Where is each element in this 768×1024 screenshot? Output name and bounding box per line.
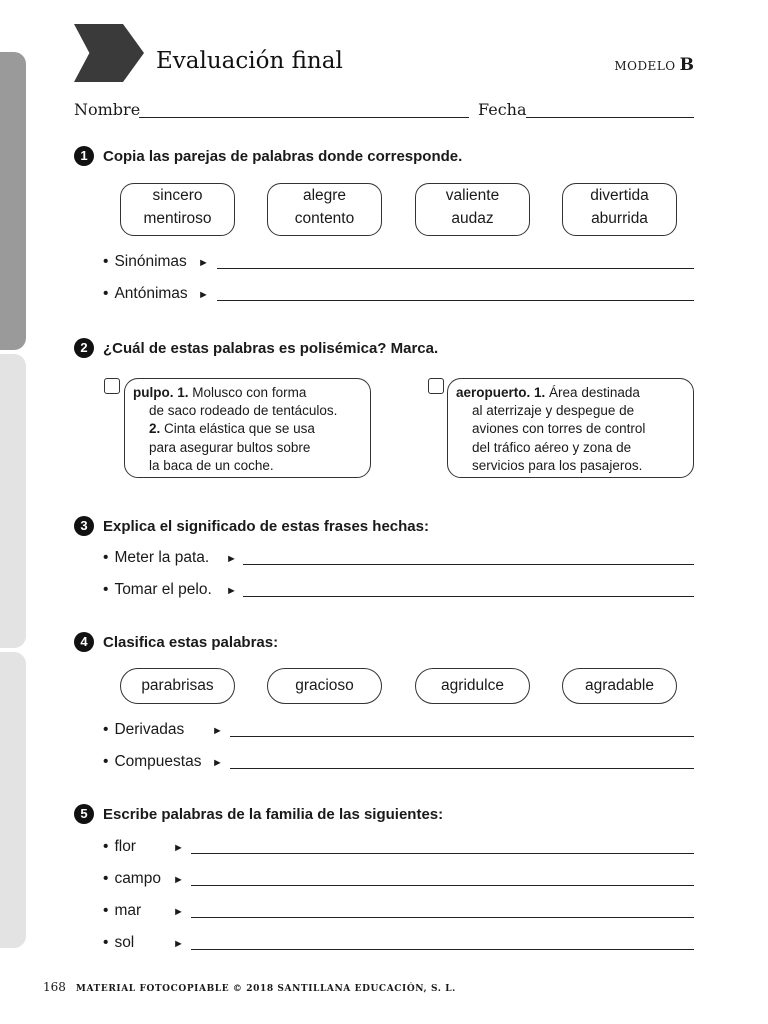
date-field[interactable] (526, 117, 694, 118)
answer-line[interactable] (191, 949, 694, 950)
word-pair-box (120, 183, 235, 236)
page-footer (43, 980, 456, 994)
word: audaz (451, 210, 494, 227)
question-text: Escribe palabras de la familia de las siguientes: (103, 806, 444, 823)
answer-line[interactable] (217, 268, 694, 269)
question-number: 2 (74, 338, 94, 358)
checkbox-aeropuerto[interactable] (428, 378, 444, 394)
answer-line[interactable] (217, 300, 694, 301)
arrow-icon: ► (173, 938, 184, 950)
question-number: 4 (74, 632, 94, 652)
answer-line[interactable] (230, 736, 694, 737)
arrow-icon: ► (212, 725, 223, 737)
question-text: Copia las parejas de palabras donde corresponde. (103, 148, 463, 165)
arrow-icon: ► (173, 842, 184, 854)
word: valiente (445, 187, 500, 204)
word-box: parabrisas (120, 668, 235, 704)
model-label: MODELO (614, 59, 676, 73)
side-tab-bottom (0, 652, 26, 948)
question-number: 3 (74, 516, 94, 536)
answer-row-label: • sol (103, 934, 135, 951)
word: alegre (302, 187, 347, 204)
word-pair-box (415, 183, 530, 236)
word-pair-box (562, 183, 677, 236)
answer-row-label: • Sinónimas (103, 253, 187, 270)
word: contento (294, 210, 355, 227)
arrow-icon: ► (212, 757, 223, 769)
word: divertida (590, 187, 649, 204)
side-tab-middle (0, 354, 26, 648)
name-field[interactable] (139, 117, 469, 118)
side-tab-top (0, 52, 26, 350)
arrow-icon: ► (173, 906, 184, 918)
arrow-icon: ► (226, 585, 237, 597)
question-number: 1 (74, 146, 94, 166)
answer-row-label: • Derivadas (103, 721, 185, 738)
definition-box-pulpo: pulpo. 1. Molusco con forma de saco rodeado de tentáculos. 2. Cinta elástica que se usa para asegurar bultos sobre la baca de un coche. (124, 378, 371, 478)
answer-row-label: • mar (103, 902, 142, 919)
word-box: gracioso (267, 668, 382, 704)
answer-row-label: • Meter la pata. (103, 549, 210, 566)
name-label: Nombre (74, 100, 141, 119)
model-indicator (614, 55, 694, 75)
word: mentiroso (143, 210, 212, 227)
question-text: Explica el significado de estas frases hechas: (103, 518, 429, 535)
question-text: ¿Cuál de estas palabras es polisémica? Marca. (103, 340, 439, 357)
answer-row-label: • campo (103, 870, 161, 887)
definition-box-aeropuerto: aeropuerto. 1. Área destinada al aterrizaje y despegue de aviones con torres de control del tráfico aéreo y zona de servicios para los pasajeros. (447, 378, 694, 478)
word-box: agradable (562, 668, 677, 704)
answer-line[interactable] (191, 885, 694, 886)
answer-line[interactable] (243, 596, 694, 597)
question-text: Clasifica estas palabras: (103, 634, 279, 651)
model-value: B (679, 55, 694, 75)
word: sincero (152, 187, 203, 204)
page-number: 168 (43, 980, 66, 994)
date-label: Fecha (478, 100, 527, 119)
answer-row-label: • Tomar el pelo. (103, 581, 212, 598)
word: aburrida (591, 210, 648, 227)
answer-row-label: • Antónimas (103, 285, 188, 302)
arrow-icon: ► (198, 289, 209, 301)
word-pair-box (267, 183, 382, 236)
copyright-text: MATERIAL FOTOCOPIABLE © 2018 SANTILLANA EDUCACIÓN, S. L. (75, 984, 456, 994)
answer-line[interactable] (191, 853, 694, 854)
page-title: Evaluación final (156, 48, 343, 74)
chevron-icon (74, 24, 144, 82)
answer-line[interactable] (230, 768, 694, 769)
question-number: 5 (74, 804, 94, 824)
word-box: agridulce (415, 668, 530, 704)
arrow-icon: ► (198, 257, 209, 269)
answer-row-label: • flor (103, 838, 136, 855)
answer-line[interactable] (191, 917, 694, 918)
arrow-icon: ► (173, 874, 184, 886)
answer-row-label: • Compuestas (103, 753, 202, 770)
checkbox-pulpo[interactable] (104, 378, 120, 394)
arrow-icon: ► (226, 553, 237, 565)
answer-line[interactable] (243, 564, 694, 565)
